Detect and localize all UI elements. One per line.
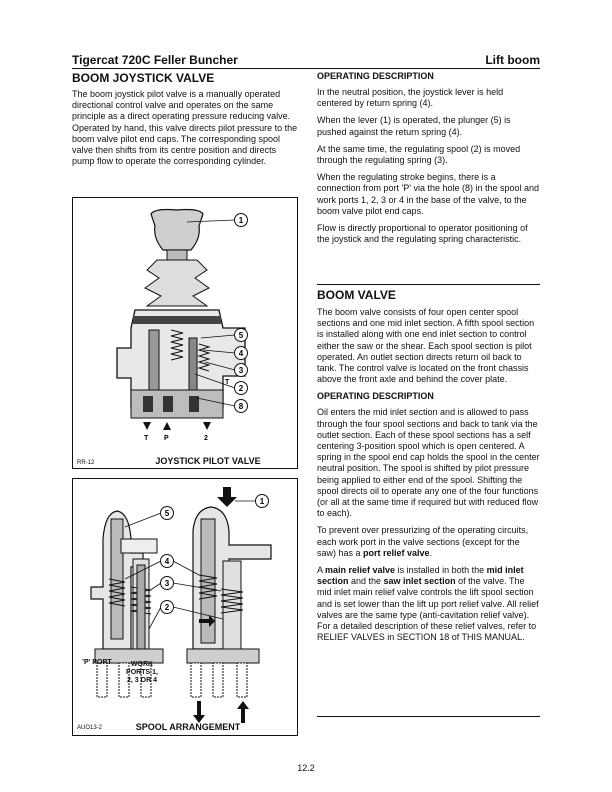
work-ports-label [119, 661, 165, 685]
joystick-diagram [73, 198, 297, 468]
work-label-line: PORTS 1, [126, 669, 158, 676]
spool-diagram [73, 479, 297, 735]
boom-valve-title: BOOM VALVE [317, 288, 396, 302]
end-rule [317, 716, 540, 717]
text-run: . [429, 547, 433, 558]
text-run: is installed in both the [395, 565, 487, 576]
op-para: At the same time, the regulating spool (2) is moved through the regulating spring (3). [317, 143, 521, 166]
svg-text:1: 1 [238, 216, 244, 225]
callout-2 [235, 382, 248, 395]
boom-valve-body [317, 307, 540, 649]
header-rule [72, 68, 540, 69]
figure1-code: RR-12 [77, 460, 95, 466]
side-label-t: T [225, 379, 230, 386]
boom-op-para-1: Oil enters the mid inlet section and is allowed to pass through the four spool sections and back to tank via the outlet section. Each of these spool sections has a self centering 3-position spool which is open centered. A spring in the spool end cap holds the spool in the center neutral position. The spool is shifted by pilot pressure being applied to either end of the spool. Shifting the spool directs oil to operate any one of the four functions (or all at the same time if required but with reduced flow to each). [317, 407, 540, 519]
boom-section-rule [317, 284, 540, 285]
joystick-title: BOOM JOYSTICK VALVE [72, 71, 215, 85]
port-label-p: P [164, 435, 169, 442]
svg-text:3: 3 [164, 579, 170, 588]
callout-5 [161, 507, 174, 520]
p-port-label: 'P' PORT [82, 659, 112, 666]
joystick-figure [72, 197, 298, 469]
left-column [72, 71, 298, 173]
callout-5 [235, 329, 248, 342]
op-para: When the lever (1) is operated, the plunger (5) is pushed against the return spring (4). [317, 115, 511, 137]
svg-text:1: 1 [259, 497, 265, 506]
svg-text:2: 2 [164, 603, 170, 612]
op-para: Flow is directly proportional to operator positioning of the joystick and the regulating spring characteristic. [317, 223, 528, 245]
bold-run: mid inlet section [317, 565, 524, 587]
callout-3 [235, 364, 248, 377]
bold-run: port relief valve [363, 547, 430, 558]
op-para: In the neutral position, the joystick lever is held centered by return spring (4). [317, 87, 504, 109]
callout-1 [256, 495, 269, 508]
callout-3 [161, 577, 174, 590]
boom-op-heading: OPERATING DESCRIPTION [317, 391, 434, 402]
figure1-caption: JOYSTICK PILOT VALVE [155, 456, 261, 466]
svg-text:8: 8 [238, 402, 244, 411]
svg-text:3: 3 [238, 366, 244, 375]
port-label-t: T [144, 435, 149, 442]
callout-1 [235, 214, 248, 227]
callout-8 [235, 400, 248, 413]
callout-2 [161, 601, 174, 614]
page-number: 12.2 [297, 763, 315, 773]
text-run: To prevent over pressurizing of the operating circuits, each work port in the valve sections (except for the saw) has a [317, 525, 529, 558]
svg-text:5: 5 [238, 331, 244, 340]
svg-text:5: 5 [164, 509, 170, 518]
text-run: A [317, 565, 326, 576]
text-run: and the [348, 576, 384, 587]
down-arrow-icon [217, 487, 237, 507]
boom-intro: The boom valve consists of four open center spool sections and one mid inlet section. A fifth spool section is installed along with one end inlet section to control either the saw or the shear. Each spool section is pilot operated. An outlet section directs return oil back to tank. The control valve is located on the front chassis above the front axle and behind the cover plate. [317, 307, 535, 385]
bold-run: main relief valve [325, 565, 396, 576]
boom-op-para-3 [317, 565, 540, 643]
figure2-caption: SPOOL ARRANGEMENT [135, 722, 241, 732]
header-title: Tigercat 720C Feller Buncher [72, 53, 238, 67]
callout-4 [161, 555, 174, 568]
text-run: of the valve. The mid inlet main relief valve controls the lift spool section and is set lower than the lift up port relief valve. All relief valves are the same type (anti-cavitation relief valve). For a detailed description of these relief valves, refer to RELIEF VALVES in SECTION 18 of THIS MANUAL. [317, 576, 539, 643]
boom-op-para-2 [317, 525, 540, 559]
work-label-line: WORK [130, 661, 154, 668]
page-header [72, 53, 540, 69]
joystick-intro: The boom joystick pilot valve is a manually operated directional control valve and operates on the same principle as a direct operating pressure reducing valve. Operated by hand, this valve directs pilot pressure to the boom valve pilot end caps. The corresponding spool valve then shifts from its centre position and directs pump flow to operate the corresponding cylinder. [72, 89, 298, 167]
joystick-op-heading: OPERATING DESCRIPTION [317, 71, 434, 81]
figure2-code: AUO13-2 [77, 725, 103, 731]
svg-text:4: 4 [238, 349, 244, 358]
svg-text:2: 2 [238, 384, 244, 393]
port-label-2: 2 [204, 435, 208, 442]
right-column [317, 71, 540, 251]
bold-run: saw inlet section [383, 576, 456, 587]
svg-text:4: 4 [164, 557, 170, 566]
spool-figure [72, 478, 298, 736]
work-label-line: 2, 3 OR 4 [127, 677, 157, 684]
callout-4 [235, 347, 248, 360]
op-para: When the regulating stroke begins, there is a connection from port 'P' via the hole (8) in the spool and work ports 1, 2, 3 or 4 in the base of the valve, to the boom valve pilot end caps. [317, 172, 540, 216]
header-section: Lift boom [485, 53, 540, 67]
